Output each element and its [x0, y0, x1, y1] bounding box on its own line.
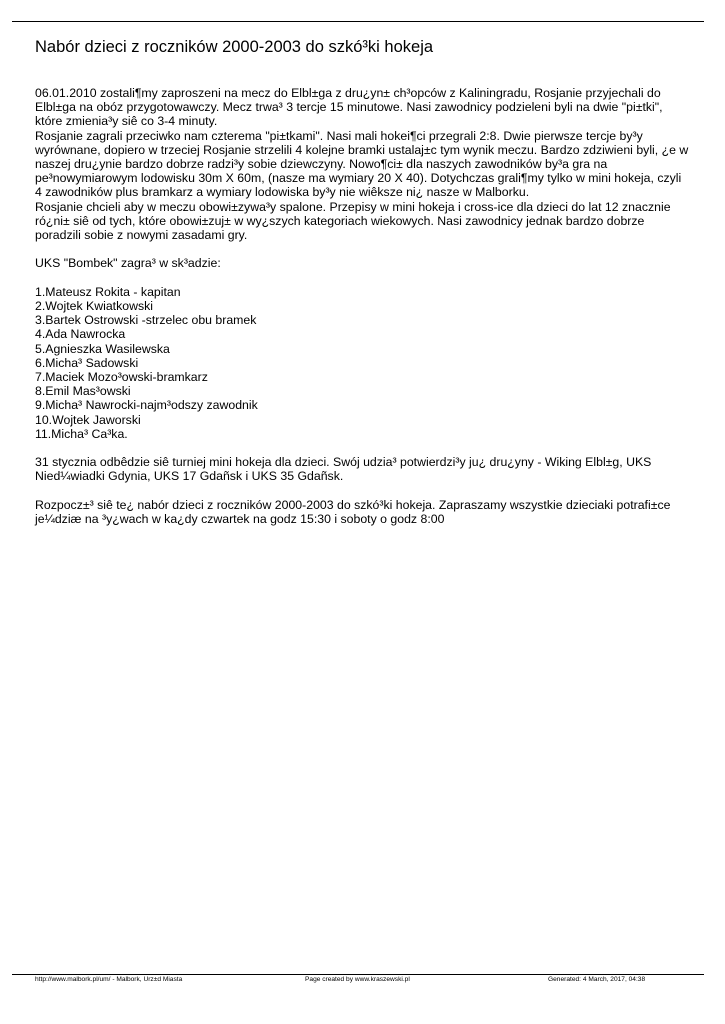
squad-intro: UKS "Bombek" zagra³ w sk³adzie: — [35, 256, 221, 271]
footer-divider — [12, 974, 704, 975]
footer-generated-date: Generated: 4 March, 2017, 04:38 — [548, 976, 646, 983]
article-paragraph-match-result: Rosjanie zagrali przeciwko nam czterema "pi±tkami". Nasi mali hokei¶ci przegrali 2:8. Dwie pierwsze tercje by³y wyrównane, dopiero w trzeciej Rosjanie strzelili 4 kolejne bramki ustalaj±c tym wynik meczu. Bardzo zdziwieni byli, ¿e w naszej dru¿ynie bardzo dobrze radzi³y sobie dziewczyny. Nowo¶ci± dla naszych zawodników by³a gra na pe³nowymiarowym lodowisku 30m X 60m, (nasze ma wymiary 20 X 40). Dotychczas grali¶my tylko w mini hokeja, czyli 4 zawodników plus bramkarz a wymiary lodowiska by³y nie wiêksze ni¿ nasze w Malborku. — [35, 128, 689, 200]
footer-credit: Page created by www.kraszewski.pl — [305, 976, 410, 983]
roster-item: 3.Bartek Ostrowski -strzelec obu bramek — [35, 313, 257, 328]
article-paragraph-recruitment: Rozpocz±³ siê te¿ nabór dzieci z roczników 2000-2003 do szkó³ki hokeja. Zapraszamy wszystkie dzieciaki potrafi±ce je¼dziæ na ³y¿wach w ka¿dy czwartek na godz 15:30 i soboty o godz 8:00 — [35, 497, 671, 527]
roster-item: 7.Maciek Mozo³owski-bramkarz — [35, 370, 208, 385]
roster-item: 11.Micha³ Ca³ka. — [35, 426, 128, 441]
spacer — [35, 242, 691, 256]
article-paragraph-rules: Rosjanie chcieli aby w meczu obowi±zywa³y spalone. Przepisy w mini hokeja i cross-ice dla dzieci do lat 12 znacznie ró¿ni± siê od tych, które obowi±zuj± w wy¿szych kategoriach wiekowych. Nasi zawodnicy jednak bardzo dobrze poradzili sobie z nowymi zasadami gry. — [35, 199, 671, 243]
spacer — [35, 441, 691, 455]
article-paragraph-tournament: 31 stycznia odbêdzie siê turniej mini hokeja dla dzieci. Swój udzia³ potwierdzi³y ju¿ dru¿yny - Wiking Elbl±g, UKS Nied¼wiadki Gdynia, UKS 17 Gdañsk i UKS 35 Gdañsk. — [35, 455, 652, 484]
roster-item: 8.Emil Mas³owski — [35, 384, 131, 399]
roster-item: 4.Ada Nawrocka — [35, 327, 126, 342]
roster-item: 5.Agnieszka Wasilewska — [35, 341, 170, 356]
article-paragraph-match-intro: 06.01.2010 zostali¶my zaproszeni na mecz do Elbl±ga z dru¿yn± ch³opców z Kaliningradu, Rosjanie przyjechali do Elbl±ga na obóz przygotowawczy. Mecz trwa³ 3 tercje 15 minutowe. Nasi zawodnicy podzieleni byli na dwie "pi±tki", które zmienia³y siê co 3-4 minuty. — [35, 86, 663, 129]
roster-item: 6.Micha³ Sadowski — [35, 355, 139, 370]
squad-roster-list — [35, 285, 691, 441]
roster-item: 10.Wojtek Jaworski — [35, 412, 141, 427]
footer-source-link: http://www.malbork.pl/um/ - Malbork, Urz±d Miasta — [35, 976, 183, 983]
roster-item: 9.Micha³ Nawrocki-najm³odszy zawodnik — [35, 398, 258, 413]
spacer — [35, 271, 691, 285]
roster-item: 1.Mateusz Rokita - kapitan — [35, 284, 181, 299]
page-title: Nabór dzieci z roczników 2000-2003 do szkó³ki hokeja — [35, 38, 434, 56]
article-body — [35, 86, 691, 526]
roster-item: 2.Wojtek Kwiatkowski — [35, 299, 153, 314]
header-divider — [12, 21, 704, 22]
spacer — [35, 484, 691, 498]
